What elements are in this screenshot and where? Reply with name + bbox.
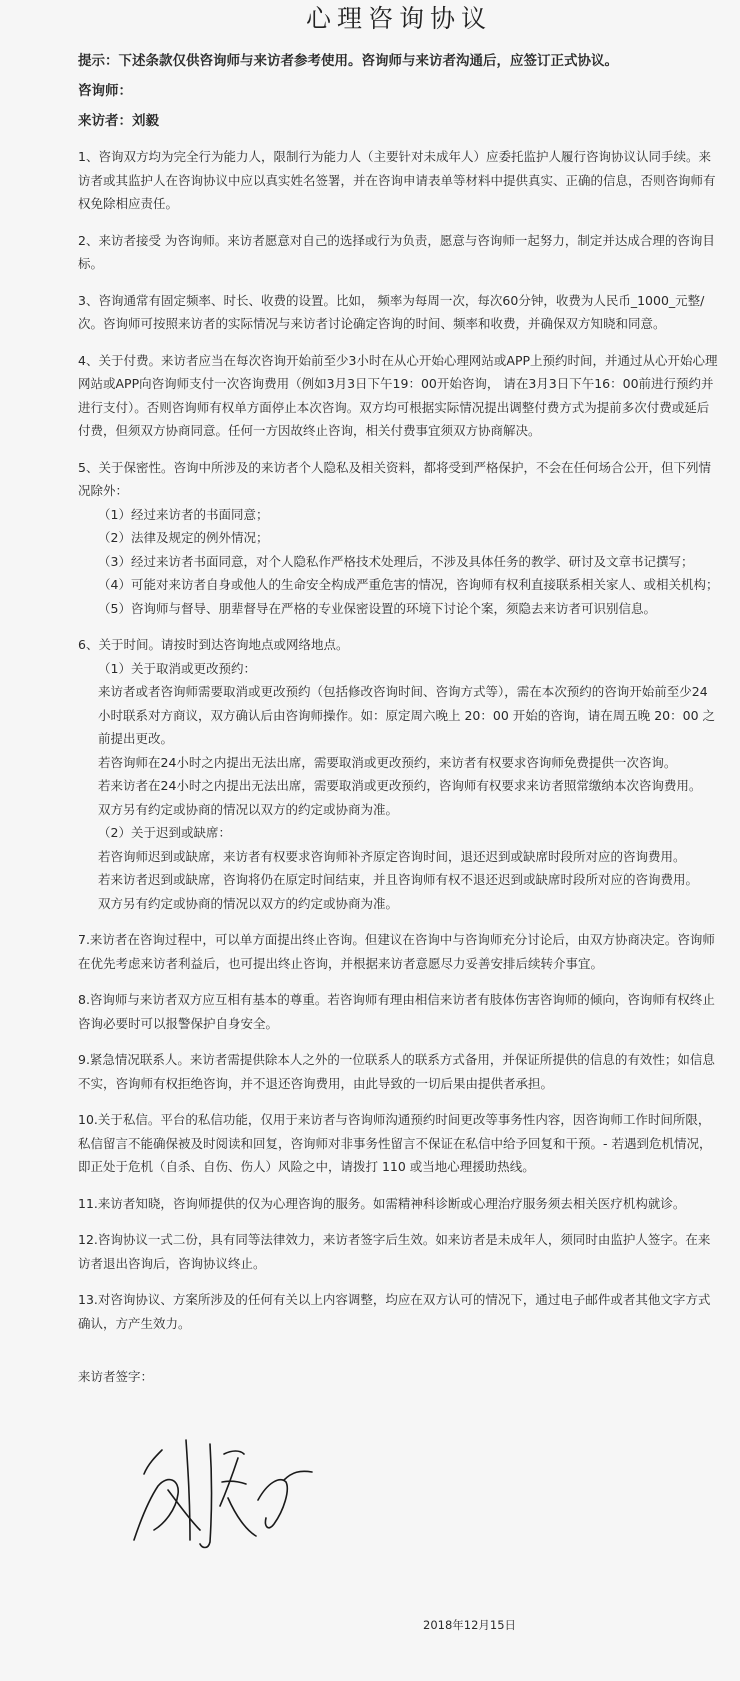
clause-5-list (78, 503, 720, 621)
clause-6-sub2-line: 若咨询师迟到或缺席，来访者有权要求咨询师补齐原定咨询时间，退还迟到或缺席时段所对应的咨询费用。 (98, 848, 686, 864)
clause-5-item: （3）经过来访者书面同意，对个人隐私作严格技术处理后，不涉及具体任务的教学、研讨及文章书记撰写； (98, 553, 694, 569)
counselor-label: 咨询师： (78, 83, 132, 99)
clause-6-sub2-line: 若来访者迟到或缺席，咨询将仍在原定时间结束，并且咨询师有权不退还迟到或缺席时段所对应的咨询费用。 (98, 872, 699, 887)
clause-1: 1、咨询双方均为完全行为能力人，限制行为能力人（主要针对未成年人）应委托监护人履行咨询协议认同手续。来访者或其监护人在咨询协议中应以真实姓名签署，并在咨询申请表单等材料中提供真实、正确的信息，否则咨询师有权免除相应责任。 (78, 149, 716, 211)
clause-3: 3、咨询通常有固定频率、时长、收费的设置。比如， 频率为每周一次，每次60分钟，收费为人民币_1000_元整/次。咨询师可按照来访者的实际情况与来访者讨论确定咨询的时间、频率和收费，并确保双方知晓和同意。 (78, 292, 705, 331)
clause-9: 9.紧急情况联系人。来访者需提供除本人之外的一位联系人的联系方式备用，并保证所提供的信息的有效性；如信息不实，咨询师有权拒绝咨询，并不退还咨询费用，由此导致的一切后果由提供者承担。 (78, 1052, 715, 1091)
clause-5: 5、关于保密性。咨询中所涉及的来访者个人隐私及相关资料，都将受到严格保护，不会在任何场合公开，但下列情况除外： (78, 459, 711, 498)
clause-8: 8.咨询师与来访者双方应互相有基本的尊重。若咨询师有理由相信来访者有肢体伤害咨询师的倾向，咨询师有权终止咨询必要时可以报警保护自身安全。 (78, 992, 715, 1031)
clause-5-item: （2）法律及规定的例外情况； (98, 530, 269, 545)
clause-6-sub2-line: 双方另有约定或协商的情况以双方的约定或协商为准。 (98, 895, 399, 911)
clause-6-sub2-title: （2）关于迟到或缺席： (98, 825, 231, 840)
clause-6-sub1-list (78, 751, 720, 822)
clause-6-sub1-body: 来访者或者咨询师需要取消或更改预约（包括修改咨询时间、咨询方式等），需在本次预约的咨询开始前至少24小时联系对方商议，双方确认后由咨询师操作。如：原定周六晚上 20：00 开始的咨询，请在周五晚 20：00 之前提出更改。 (98, 684, 716, 746)
visitor-field (78, 110, 720, 132)
clause-10: 10.关于私信。平台的私信功能，仅用于来访者与咨询师沟通预约时间更改等事务性内容，因咨询师工作时间所限，私信留言不能确保被及时阅读和回复，咨询师对非事务性留言不保证在私信中给予回复和干预。- 若遇到危机情况，即正处于危机（自杀、自伤、伤人）风险之中，请拨打 110 或当地心理援助热线。 (78, 1112, 712, 1174)
clause-6: 6、关于时间。请按时到达咨询地点或网络地点。 (78, 637, 349, 652)
clause-13: 13.对咨询协议、方案所涉及的任何有关以上内容调整，均应在双方认可的情况下，通过电子邮件或者其他文字方式确认，方产生效力。 (78, 1292, 711, 1331)
clause-6-sub1-title: （1）关于取消或更改预约： (98, 660, 256, 676)
clause-2: 2、来访者接受 为咨询师。来访者愿意对自己的选择或行为负责，愿意与咨询师一起努力，制定并达成合理的咨询目标。 (78, 232, 715, 271)
counselor-field (78, 80, 720, 102)
signature-label: 来访者签字： (78, 1369, 154, 1384)
document-title: 心理咨询协议 (305, 4, 492, 33)
clause-6-sub1-line: 双方另有约定或协商的情况以双方的约定或协商为准。 (98, 801, 399, 817)
clause-12: 12.咨询协议一式二份，具有同等法律效力，来访者签字后生效。如来访者是未成年人，须同时由监护人签字。在来访者退出咨询后，咨询协议终止。 (78, 1232, 711, 1271)
clause-11: 11.来访者知晓，咨询师提供的仅为心理咨询的服务。如需精神科诊断或心理治疗服务须去相关医疗机构就诊。 (78, 1195, 686, 1211)
clause-5-item: （4）可能对来访者自身或他人的生命安全构成严重危害的情况，咨询师有权利直接联系相关家人、或相关机构； (98, 577, 719, 592)
clause-4: 4、关于付费。来访者应当在每次咨询开始前至少3小时在从心开始心理网站或APP上预约时间，并通过从心开始心理网站或APP向咨询师支付一次咨询费用（例如3月3日下午19：00开始咨询， 请在3月3日下午16：00前进行预约并进行支付）。否则咨询师有权单方面停止本次咨询。双方均可根据实际情况提出调整付费方式为提前多次付费或延后付费，但须双方协商同意。任何一方因故终止咨询，相关付费事宜须双方协商解决。 (78, 352, 718, 438)
signature-date: 2018年12月15日 (423, 1618, 517, 1632)
visitor-name: 刘毅 (132, 113, 159, 129)
clause-7: 7.来访者在咨询过程中，可以单方面提出终止咨询。但建议在咨询中与咨询师充分讨论后，由双方协商决定。咨询师在优先考虑来访者利益后，也可提出终止咨询，并根据来访者意愿尽力妥善安排后续转介事宜。 (78, 932, 715, 971)
clause-5-item: （1）经过来访者的书面同意； (98, 506, 269, 522)
clause-5-item: （5）咨询师与督导、朋辈督导在严格的专业保密设置的环境下讨论个案，须隐去来访者可识别信息。 (98, 600, 656, 616)
notice-text: 提示：下述条款仅供咨询师与来访者参考使用。咨询师与来访者沟通后，应签订正式协议。 (78, 53, 618, 69)
clause-6-sub1-line: 若来访者在24小时之内提出无法出席，需要取消或更改预约，咨询师有权要求来访者照常缴纳本次咨询费用。 (98, 778, 702, 793)
visitor-label: 来访者： (78, 113, 132, 129)
handwritten-signature (128, 1420, 328, 1560)
clause-6-sub2-list (78, 845, 720, 916)
clause-6-sub1-line: 若咨询师在24小时之内提出无法出席，需要取消或更改预约，来访者有权要求咨询师免费提供一次咨询。 (98, 754, 677, 770)
